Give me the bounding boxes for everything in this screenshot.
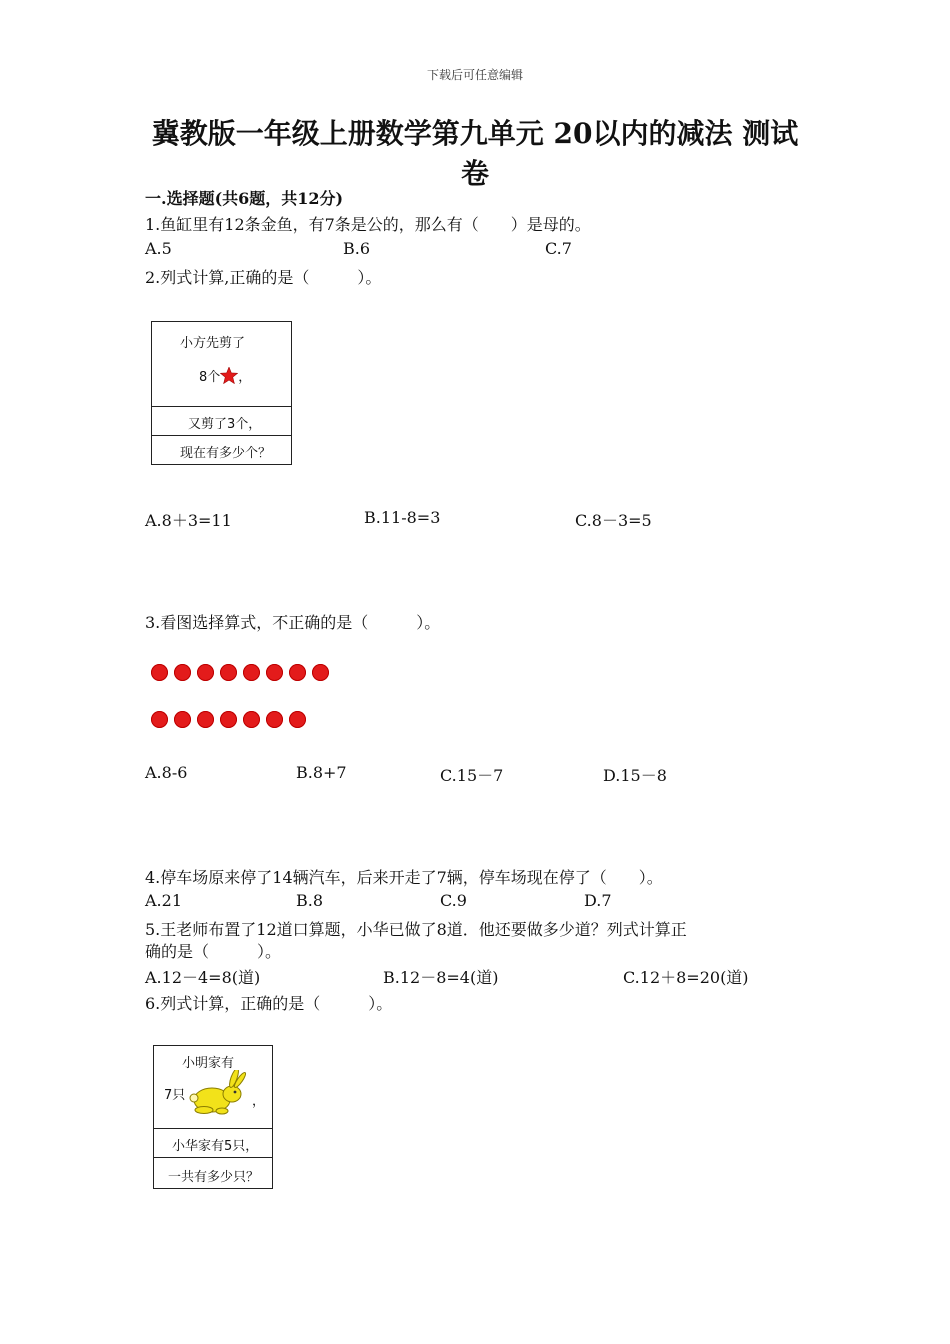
question-1-text: 1.鱼缸里有12条金鱼，有7条是公的，那么有（ ）是母的。 <box>145 215 591 234</box>
section-heading: 一.选择题(共6题，共12分) <box>145 189 344 208</box>
question-5-text-line-2: 确的是（ ）。 <box>145 942 282 961</box>
red-dot <box>243 711 260 728</box>
red-dot <box>197 711 214 728</box>
red-dot <box>220 664 237 681</box>
figure-line-3: 又剪了3个， <box>188 417 262 432</box>
question-3-option-c: C.15－7 <box>440 766 504 785</box>
question-5-option-c: C.12＋8=20(道) <box>623 968 749 987</box>
question-6-text: 6.列式计算，正确的是（ ）。 <box>145 994 393 1013</box>
question-4-option-a: A.21 <box>145 891 182 910</box>
question-6-figure <box>153 1045 273 1189</box>
red-dot <box>174 711 191 728</box>
question-1-option-a: A.5 <box>145 239 172 258</box>
red-dot <box>312 664 329 681</box>
figure-line-3: 小华家有5只， <box>172 1139 259 1154</box>
figure-comma: ， <box>238 370 252 385</box>
question-2-option-b: B.11-8=3 <box>364 508 441 527</box>
header-note: 下载后可任意编辑 <box>426 68 523 82</box>
figure-comma: ， <box>252 1094 266 1109</box>
red-dot <box>243 664 260 681</box>
question-4-option-c: C.9 <box>440 891 467 910</box>
red-star-icon <box>220 367 238 384</box>
red-dot <box>220 711 237 728</box>
question-4-option-d: D.7 <box>584 891 612 910</box>
question-2-option-a: A.8＋3=11 <box>145 511 232 530</box>
question-3-option-b: B.8+7 <box>296 763 347 782</box>
red-dot <box>266 711 283 728</box>
question-4-text: 4.停车场原来停了14辆汽车，后来开走了7辆，停车场现在停了（ ）。 <box>145 868 663 887</box>
figure-count: 7只 <box>164 1088 186 1103</box>
figure-line-1: 小方先剪了 <box>180 336 246 351</box>
page-title: 冀教版一年级上册数学第九单元 20以内的减法 测试卷 <box>151 117 799 190</box>
yellow-rabbit-icon <box>188 1070 248 1118</box>
question-1-option-c: C.7 <box>545 239 572 258</box>
question-5-text-line-1: 5.王老师布置了12道口算题，小华已做了8道．他还要做多少道？列式计算正 <box>145 920 687 939</box>
figure-line-2 <box>199 366 251 385</box>
question-1-option-b: B.6 <box>343 239 371 258</box>
question-3-option-a: A.8-6 <box>145 763 188 782</box>
question-3-text: 3.看图选择算式，不正确的是（ ）。 <box>145 613 441 632</box>
dots-row-2 <box>151 711 312 732</box>
figure-line-4: 现在有多少个？ <box>180 446 272 461</box>
question-2-figure <box>151 321 292 465</box>
figure-line-4: 一共有多少只？ <box>168 1170 260 1185</box>
question-3-option-d: D.15－8 <box>603 766 667 785</box>
red-dot <box>197 664 214 681</box>
red-dot <box>174 664 191 681</box>
red-dot <box>266 664 283 681</box>
red-dot <box>151 711 168 728</box>
dots-row-1 <box>151 664 335 685</box>
question-5-option-b: B.12－8=4(道) <box>383 968 499 987</box>
figure-count: 8个 <box>199 370 221 385</box>
question-2-option-c: C.8－3=5 <box>575 511 652 530</box>
question-5-option-a: A.12－4=8(道) <box>145 968 261 987</box>
figure-line-1: 小明家有 <box>182 1056 235 1071</box>
question-2-text: 2.列式计算,正确的是（ ）。 <box>145 268 382 287</box>
red-dot <box>289 664 306 681</box>
red-dot <box>289 711 306 728</box>
red-dot <box>151 664 168 681</box>
question-4-option-b: B.8 <box>296 891 324 910</box>
